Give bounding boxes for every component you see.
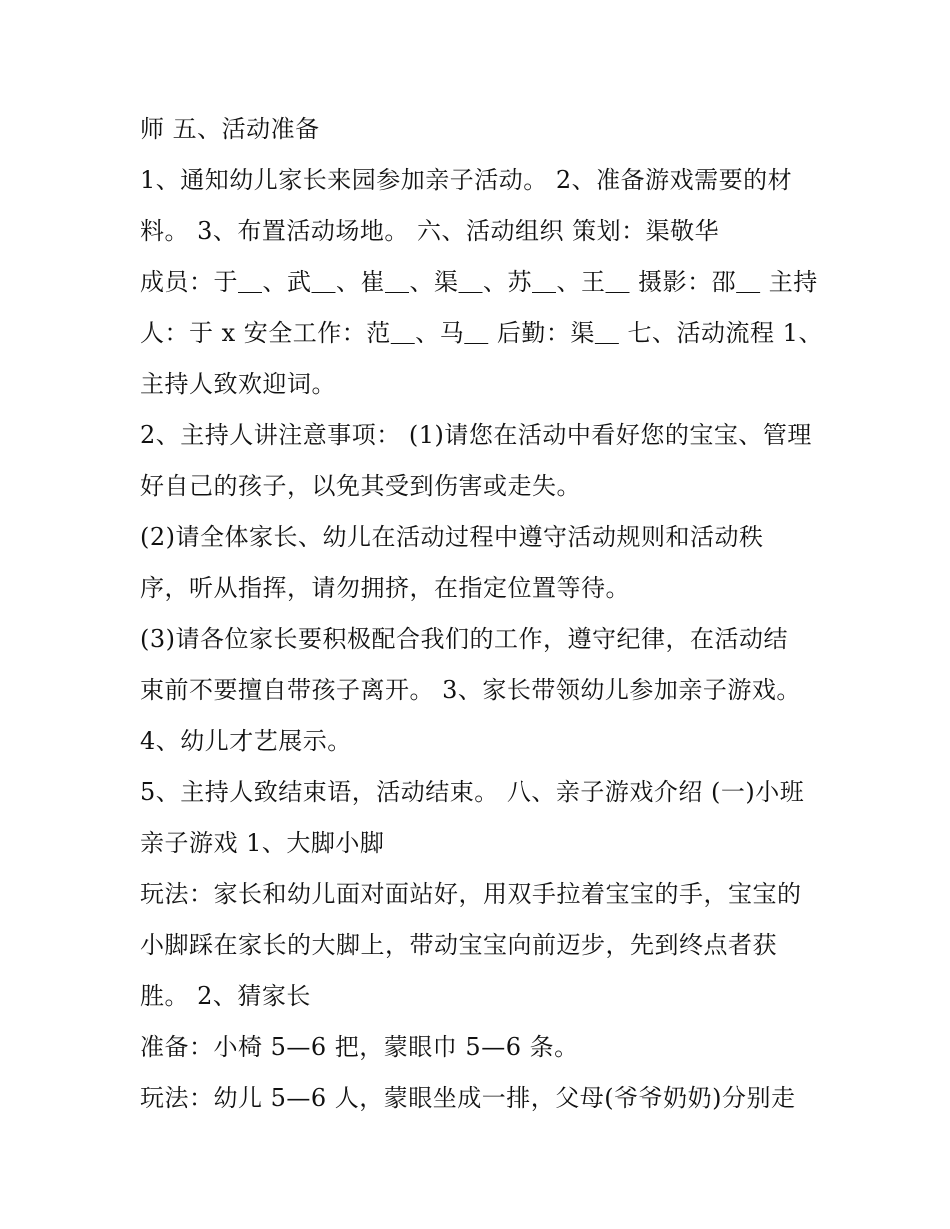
text-line: 胜。 2、猜家长 [140, 982, 311, 1010]
text-line: 4、幼儿才艺展示。 [140, 727, 352, 755]
text-line: 料。 3、布置活动场地。 六、活动组织 策划：渠敬华 [140, 217, 720, 245]
text-line: 小脚踩在家长的大脚上，带动宝宝向前迈步，先到终点者获 [140, 931, 777, 959]
text-line: 玩法：幼儿 5—6 人，蒙眼坐成一排，父母(爷爷奶奶)分别走 [140, 1084, 796, 1112]
text-line: 师 五、活动准备 [140, 115, 320, 143]
text-line: 2、主持人讲注意事项： (1)请您在活动中看好您的宝宝、管理 [140, 421, 812, 449]
text-line: 5、主持人致结束语，活动结束。 八、亲子游戏介绍 (一)小班 [140, 778, 805, 806]
text-line: 人：于 x 安全工作：范＿、马＿ 后勤：渠＿ 七、活动流程 1、 [140, 319, 823, 347]
text-line: 1、通知幼儿家长来园参加亲子活动。 2、准备游戏需要的材 [140, 166, 793, 194]
text-line: 亲子游戏 1、大脚小脚 [140, 829, 385, 857]
text-line: 序，听从指挥，请勿拥挤，在指定位置等待。 [140, 574, 630, 602]
text-line: 束前不要擅自带孩子离开。 3、家长带领幼儿参加亲子游戏。 [140, 676, 801, 704]
text-line: (2)请全体家长、幼儿在活动过程中遵守活动规则和活动秩 [140, 523, 764, 551]
text-line: 成员：于＿、武＿、崔＿、渠＿、苏＿、王＿ 摄影：邵＿ 主持 [140, 268, 818, 296]
text-line: 准备：小椅 5—6 把，蒙眼巾 5—6 条。 [140, 1033, 579, 1061]
text-line: 玩法：家长和幼儿面对面站好，用双手拉着宝宝的手，宝宝的 [140, 880, 802, 908]
text-line: 好自己的孩子，以免其受到伤害或走失。 [140, 472, 581, 500]
text-line: (3)请各位家长要积极配合我们的工作，遵守纪律，在活动结 [140, 625, 788, 653]
document-body [140, 104, 830, 1124]
text-line: 主持人致欢迎词。 [140, 370, 336, 398]
